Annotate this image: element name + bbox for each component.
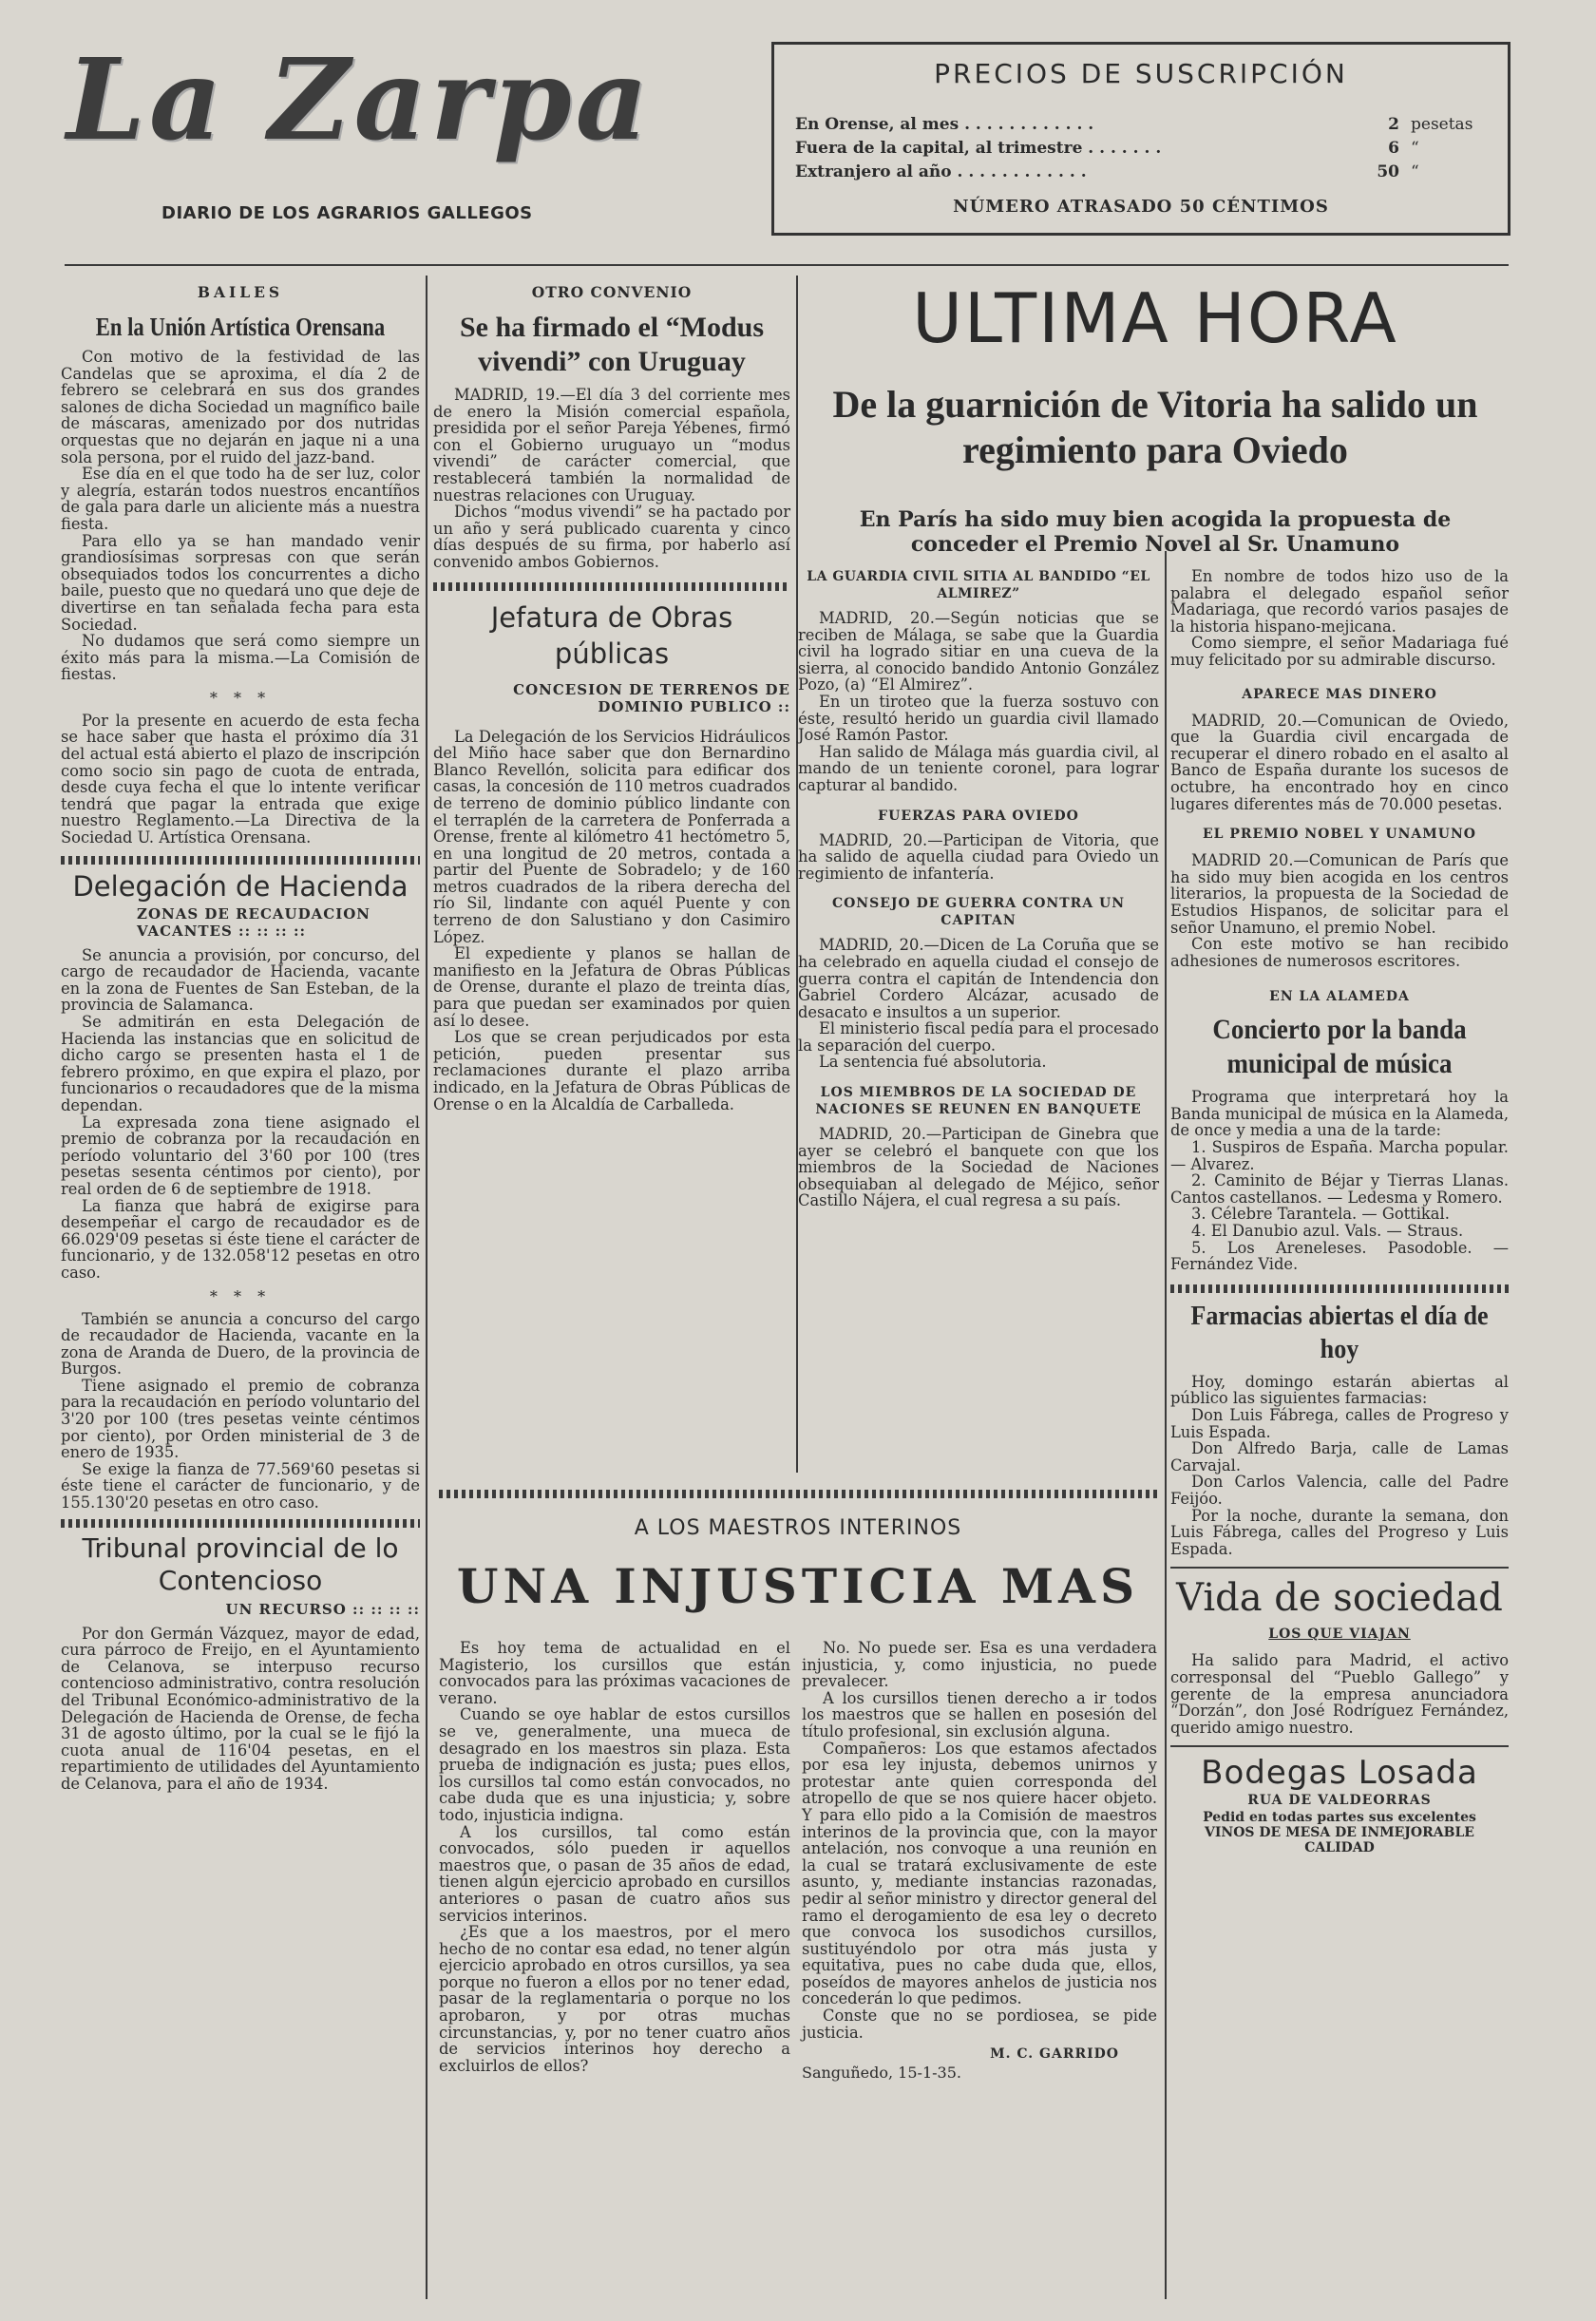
separator-stars: * * * <box>209 688 272 707</box>
dashed-divider <box>433 571 790 599</box>
dashed-divider <box>439 1490 1159 1498</box>
article-text: Compañeros: Los que estamos afectados por esa ley injusta, debemos unirnos y protestar ante quien corresponda del atropello de que se nos quiere hacer objeto. Y para ello pido a la Comisión de maestros interinos de la provincia que, con la mayor antelación, nos convoque a una reunión en la cual se tratará exclusivamente de este asunto, y, mediante instancias razonadas, pedir al señor ministro y director general del ramo el derogamiento de esa ley o decreto que convoca los susodichos cursillos, sustituyéndolo por otra más justa y equitativa, pues no cabe duda que, ellos, poseídos de mayores anhelos de justicia nos concederán lo que pedimos. <box>802 1739 1157 2008</box>
place-date: Sanguñedo, 15-1-35. <box>802 2064 961 2083</box>
program-item: 2. Caminito de Béjar y Tierras Llanas. Cantos castellanos. — Ledesma y Romero. <box>1170 1171 1509 1207</box>
article-text: Se admitirán en esta Delegación de Hacienda las instancias que en solicitud de dicho cargo se presenten hasta el 1 de febrero próximo, en que expira el plazo, por funcionarios o recaudadores que de la misma dependan. <box>61 1013 420 1114</box>
article-text: No. No puede ser. Esa es una verdadera injusticia, y, como injusticia, no puede prevalecer. <box>802 1639 1157 1691</box>
ad-line: Pedid en todas partes sus excelentes <box>1203 1810 1476 1826</box>
kicker-otro-convenio: OTRO CONVENIO <box>531 283 693 301</box>
subscription-box <box>771 42 1510 236</box>
article-text: MADRID, 20.—Participan de Vitoria, que ha salido de aquella ciudad para Oviedo un regimiento de infantería. <box>798 830 1159 883</box>
article-text: ¿Es que a los maestros, por el mero hecho de no contar esa edad, no tener algún ejercicio aprobado en otros cursillos, ya sea porque no fueron a ellos por no tener edad, pasar de la reglamentaria o porque no los aprobaron, y por otras muchas circunstancias, y, por no tener cuatro años de servicios interinos hoy derecho a excluirlos de ellos? <box>439 1923 790 2075</box>
dashed-divider <box>61 1512 420 1532</box>
article-text: Don Carlos Valencia, calle del Padre Feijóo. <box>1170 1473 1509 1508</box>
program-item: 5. Los Areneleses. Pasodoble. — Fernández Vide. <box>1170 1238 1509 1274</box>
ultima-col-b <box>1170 568 1509 1855</box>
headline-vitoria: De la guarnición de Vitoria ha salido un regimiento para Oviedo <box>832 383 1478 471</box>
divider <box>1170 1567 1509 1569</box>
subhead-sociedad-naciones: LOS MIEMBROS DE LA SOCIEDAD DE NACIONES SE REUNEN EN BANQUETE <box>815 1085 1142 1118</box>
ad-line: VINOS DE MESA DE INMEJORABLE <box>1205 1825 1474 1841</box>
deck-unamuno: En París ha sido muy bien acogida la propuesta de conceder el Premio Novel al Sr. Unamuno <box>859 507 1452 557</box>
kicker-maestros: A LOS MAESTROS INTERINOS <box>634 1516 962 1540</box>
subhead-mas-dinero: APARECE MAS DINERO <box>1242 686 1437 702</box>
headline-jefatura: Jefatura de Obras públicas <box>490 600 733 670</box>
signature: M. C. GARRIDO <box>990 2046 1119 2063</box>
article-text: Ese día en el que todo ha de ser luz, color y alegría, estarán todos nuestros encantíños de gala para darle un aliciente más a nuestra fiesta. <box>61 465 420 533</box>
maestros-col-a <box>439 1640 790 2074</box>
article-text: MADRID, 20.—Comunican de Oviedo, que la Guardia civil encargada de recuperar el dinero robado en el asalto al Banco de España durante los sucesos de octubre, ha encontrado hoy en cinco lugares diferentes más de 70.000 pesetas. <box>1170 711 1509 813</box>
article-text: Ha salido para Madrid, el activo corresponsal del “Pueblo Gallego” y gerente de la empresa anunciadora “Dorzán”, don José Rodríguez Fernández, querido amigo nuestro. <box>1170 1651 1509 1737</box>
headline-hacienda: Delegación de Hacienda <box>72 869 408 903</box>
article-text: A los cursillos tienen derecho a ir todos los maestros que se hallen en posesión del título profesional, sin exclusión alguna. <box>802 1688 1157 1741</box>
separator-stars: * * * <box>209 1286 272 1305</box>
article-text: Con motivo de la festividad de las Candelas que se aproxima, el día 2 de febrero se celebrará en sus dos grandes salones de dicha Sociedad un magnífico baile de máscaras, amenizado por dos nutridas orquestas que no dejarán en jaque ni a una sola persona, por el ruido del jazz-band. <box>61 348 420 466</box>
sub-tribunal: UN RECURSO :: :: :: :: <box>225 1600 420 1618</box>
subhead-consejo-guerra: CONSEJO DE GUERRA CONTRA UN CAPITAN <box>831 896 1126 929</box>
ad-street: RUA DE VALDEORRAS <box>1247 1793 1432 1809</box>
article-text: En nombre de todos hizo uso de la palabra el delegado español señor Madariaga, que recordó varios pasajes de la historia hispano-mejicana. <box>1170 567 1509 636</box>
article-text: Es hoy tema de actualidad en el Magisterio, los cursillos que están convocados para las próximas vacaciones de verano. <box>439 1639 790 1707</box>
article-text: El ministerio fiscal pedía para el procesado la separación del cuerpo. <box>798 1019 1159 1055</box>
article-text: Con este motivo se han recibido adhesiones de numerosos escritores. <box>1170 935 1509 970</box>
subhead-premio-nobel: EL PREMIO NOBEL Y UNAMUNO <box>1203 827 1476 843</box>
article-text: Para ello ya se han mandado venir grandiosísimas sorpresas con que serán obsequiados todos los concurrentes a dicho baile, puesto que no quedará uno que deje de divertirse en tan señalada fecha para esta Sociedad. <box>61 531 420 634</box>
article-text: Se exige la fianza de 77.569'60 pesetas si éste tiene el carácter de funcionario, y de 155.130'20 pesetas en otro caso. <box>61 1459 420 1512</box>
article-text: Como siempre, el señor Madariaga fué muy felicitado por su admirable discurso. <box>1170 634 1509 669</box>
kicker-alameda: EN LA ALAMEDA <box>1269 989 1410 1005</box>
column-1 <box>61 283 420 1793</box>
article-text: Se anuncia a provisión, por concurso, del cargo de recaudador de Hacienda, vacante en la zona de Fuentes de San Esteban, de la provincia de Salamanca. <box>61 945 420 1015</box>
masthead-rule <box>65 264 1509 266</box>
subhead-guardia-civil: LA GUARDIA CIVIL SITIA AL BANDIDO “EL ALMIREZ” <box>807 569 1150 601</box>
article-text: Conste que no se pordiosea, se pide justicia. <box>802 2007 1157 2042</box>
article-text: Tiene asignado el premio de cobranza para la recaudación en período voluntario del 3'20 por 100 (tres pesetas veinte céntimos por ciento), por Orden ministerial de 3 de enero de 1935. <box>61 1376 420 1462</box>
ad-name: Bodegas Losada <box>1201 1754 1478 1793</box>
ad-line: CALIDAD <box>1304 1840 1375 1856</box>
kicker-bailes: BAILES <box>197 283 284 301</box>
headline-modus-vivendi: Se ha firmado el “Modus vivendi” con Uruguay <box>459 312 764 377</box>
article-text: La sentencia fué absolutoria. <box>819 1053 1047 1072</box>
row-label: En Orense, al mes . . . . . . . . . . . . <box>795 115 1094 134</box>
ad-bodegas-losada <box>1170 1753 1509 1855</box>
program-item: 4. El Danubio azul. Vals. — Straus. <box>1191 1222 1464 1241</box>
dashed-divider <box>1170 1273 1509 1300</box>
divider <box>1170 1745 1509 1747</box>
article-text: MADRID, 20.—Dicen de La Coruña que se ha celebrado en aquella ciudad el consejo de guerra contra el capitán de Intendencia don Gabriel Cordero Alcázar, acusado de desacato e insultos a un superior. <box>798 936 1159 1021</box>
column-rule-1 <box>426 276 428 2299</box>
article-text: Hoy, domingo estarán abiertas al público las siguientes farmacias: <box>1170 1372 1509 1408</box>
maestros-col-b <box>802 1640 1157 2082</box>
article-text: En un tiroteo que la fuerza sostuvo con éste, resultó herido un guardia civil llamado José Ramón Pastor. <box>798 692 1159 745</box>
article-text: No dudamos que será como siempre un éxito más para la misma.—La Comisión de fiestas. <box>61 632 420 684</box>
column-rule-3 <box>1165 551 1167 2299</box>
article-text: También se anuncia a concurso del cargo de recaudador de Hacienda, vacante en la zona de Aranda de Duero, de la provincia de Burgos. <box>61 1309 420 1379</box>
subhead-fuerzas-oviedo: FUERZAS PARA OVIEDO <box>878 808 1079 824</box>
subscription-rows <box>795 113 1491 184</box>
article-text: El expediente y planos se hallan de manifiesto en la Jefatura de Obras Públicas de Orense, durante el plazo de treinta días, para que puedan ser examinados por quien así lo desee. <box>433 944 790 1030</box>
headline-union-artistica: En la Unión Artística Orensana <box>95 313 386 341</box>
ultima-hora-title: ULTIMA HORA <box>912 278 1398 358</box>
back-issue-price: NÚMERO ATRASADO 50 CÉNTIMOS <box>953 197 1329 217</box>
row-label: Fuera de la capital, al trimestre . . . . . . . <box>795 139 1162 158</box>
headline-concierto: Concierto por la banda municipal de música <box>1212 1014 1467 1080</box>
article-text: MADRID 20.—Comunican de París que ha sido muy bien acogida en los centros literarios, la propuesta de la Sociedad de Estudios Hispanos, de solicitar para el señor Unamuno, el premio Nobel. <box>1170 851 1509 937</box>
program-item: 3. Célebre Tarantela. — Gottikal. <box>1191 1205 1450 1224</box>
article-text: Han salido de Málaga más guardia civil, al mando de un teniente coronel, para lograr capturar al bandido. <box>798 742 1159 794</box>
headline-tribunal: Tribunal provincial de lo Contencioso <box>82 1531 399 1596</box>
article-text: Por la noche, durante la semana, don Luis Fábrega, calles del Progreso y Luis Espada. <box>1170 1506 1509 1558</box>
article-text: Dichos “modus vivendi” se ha pactado por un año y será publicado cuarenta y cinco días después de su firma, por haberlo así convenido ambos Gobiernos. <box>433 503 790 571</box>
article-text: A los cursillos, tal como están convocados, sólo pueden ir aquellos maestros que, o pasan de 35 años de edad, tienen algún ejercicio aprobado en cursillos anteriores o pasan de cuatro años sus servicios interinos. <box>439 1822 790 1925</box>
row-value: 2 <box>1388 115 1399 134</box>
sub-hacienda: ZONAS DE RECAUDACION VACANTES :: :: :: :: <box>137 904 371 940</box>
article-text: Programa que interpretará hoy la Banda municipal de música en la Alameda, de once y media a una de la tarde: <box>1170 1088 1509 1140</box>
article-text: MADRID, 20.—Participan de Ginebra que ayer se celebró el banquete con que los miembros de la Sociedad de Naciones obsequiaban al delegado de Méjico, señor Castillo Nájera, el cual regresa a su país. <box>798 1125 1159 1210</box>
article-text: Por don Germán Vázquez, mayor de edad, cura párroco de Freijo, en el Ayuntamiento de Celanova, se interpuso recurso contencioso administrativo, contra resolución del Tribunal Económico-administrativo de la Delegación de Hacienda de Orense, de fecha 31 de agosto último, por la cual se le fijó la cuota anual de 116'04 pesetas, en el repartimiento de utilidades del Ayuntamiento de Celanova, para el año de 1934. <box>61 1624 420 1793</box>
subscription-row <box>795 161 1491 184</box>
article-text: Por la presente en acuerdo de esta fecha se hace saber que hasta el próximo día 31 del actual está abierto el plazo de inscripción como socio sin pago de cuota de entrada, desde cuya fecha el que lo intente verificar tendrá que pagar la entrada que exige nuestro Reglamento.—La Directiva de la Sociedad U. Artística Orensana. <box>61 711 420 847</box>
row-label: Extranjero al año . . . . . . . . . . . . <box>795 162 1087 181</box>
program-item: 1. Suspiros de España. Marcha popular. — Alvarez. <box>1170 1138 1509 1173</box>
sub-los-que-viajan: LOS QUE VIAJAN <box>1268 1627 1411 1643</box>
masthead-subtitle: DIARIO DE LOS AGRARIOS GALLEGOS <box>162 203 533 223</box>
row-value: 50 <box>1377 162 1399 181</box>
subscription-heading: PRECIOS DE SUSCRIPCIÓN <box>934 58 1348 89</box>
row-unit: “ <box>1411 139 1419 158</box>
dashed-divider <box>61 847 420 869</box>
article-text: Los que se crean perjudicados por esta petición, pueden presentar sus reclamaciones durante el plazo arriba indicado, en la Jefatura de Obras Públicas de Orense o en la Alcaldía de Carballeda. <box>433 1028 790 1113</box>
article-text: La expresada zona tiene asignado el premio de cobranza por la recaudación en período voluntario del 3'60 por 100 (tres pesetas sesenta céntimos por ciento), por real orden de 6 de septiembre de 1918. <box>61 1113 420 1198</box>
row-unit: pesetas <box>1411 115 1473 134</box>
subscription-row <box>795 113 1491 137</box>
headline-injusticia: UNA INJUSTICIA MAS <box>456 1558 1140 1614</box>
article-text: MADRID, 20.—Según noticias que se reciben de Málaga, se sabe que la Guardia civil ha logrado sitiar en una cueva de la sierra, al conocido bandido Antonio González Pozo, (a) “El Almirez”. <box>798 609 1159 694</box>
headline-farmacias: Farmacias abiertas el día de hoy <box>1190 1300 1489 1364</box>
article-text: Don Alfredo Barja, calle de Lamas Carvajal. <box>1170 1439 1509 1474</box>
row-unit: “ <box>1411 162 1419 181</box>
article-text: La Delegación de los Servicios Hidráulicos del Miño hace saber que don Bernardino Blanco Revellón, solicita para edificar dos casas, la concesión de 110 metros cuadrados de terreno de dominio público lindante con el terraplén de la carretera de Ponferrada a Orense, frente al kilómetro 41 hectómetro 5, en una longitud de 20 metros, contada a partir del Puente de Sobradelo; y de 160 metros cuadrados de la ribera derecha del río Sil, lindante con aquél Puente y con terreno de don Salustiano y don Casimiro López. <box>433 727 790 946</box>
article-text: Don Luis Fábrega, calles de Progreso y Luis Espada. <box>1170 1406 1509 1441</box>
sub-jefatura: CONCESION DE TERRENOS DE DOMINIO PUBLICO :: <box>513 680 790 715</box>
article-text: La fianza que habrá de exigirse para desempeñar el cargo de recaudador es de 66.029'09 pesetas si éste tiene el carácter de funcionario, y de 132.058'12 pesetas en otro caso. <box>61 1196 420 1282</box>
article-text: MADRID, 19.—El día 3 del corriente mes de enero la Misión comercial española, presidida por el señor Pareja Yébenes, firmó con el Gobierno uruguayo un “modus vivendi” de carácter comercial, que restablecerá también la normalidad de nuestras relaciones con Uruguay. <box>433 386 790 504</box>
subscription-row <box>795 137 1491 161</box>
headline-vida-sociedad: Vida de sociedad <box>1176 1576 1503 1621</box>
ultima-col-a <box>798 568 1159 1209</box>
article-text: Cuando se oye hablar de estos cursillos se ve, generalmente, una mueca de desagrado en los maestros sin plaza. Esta prueba de indignación es justa; pues ellos, los cursillos tal como están convocados, no cabe duda que es una injusticia; y, sobre todo, injusticia indigna. <box>439 1705 790 1824</box>
masthead-title: La Zarpa <box>66 33 653 165</box>
column-2 <box>433 283 790 1113</box>
row-value: 6 <box>1388 139 1399 158</box>
